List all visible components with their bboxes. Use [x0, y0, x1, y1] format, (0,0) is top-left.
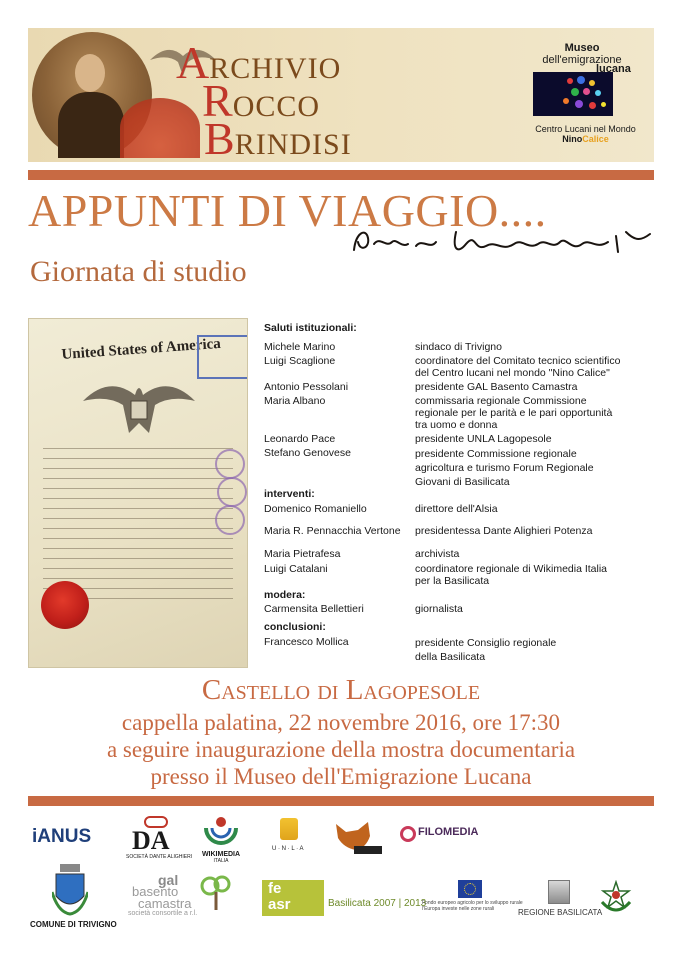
venue-line-2: a seguire inaugurazione della mostra documentaria — [106, 737, 576, 762]
archive-line-2: ROCCO — [202, 75, 321, 126]
speaker-name: Luigi Scaglione — [264, 355, 336, 367]
speaker-role: presidentessa Dante Alighieri Potenza — [415, 525, 593, 537]
speaker-name: Luigi Catalani — [264, 563, 328, 575]
regione-basilicata-label: REGIONE BASILICATA — [518, 908, 603, 917]
museo-logo-icon — [533, 72, 613, 116]
regione-basilicata-icon — [548, 880, 570, 904]
section-modera-label: modera: — [264, 589, 306, 601]
ianus-logo: iANUS — [32, 826, 92, 847]
speaker-role: archivista — [415, 548, 460, 560]
document-stamp — [197, 335, 248, 379]
comune-trivigno-logo: COMUNE DI TRIVIGNO — [30, 862, 120, 932]
page-title: APPUNTI DI VIAGGIO.... — [28, 185, 547, 236]
speaker-role: presidente Commissione regionale agricoltura e turismo Forum Regionale Giovani di Basilicata — [415, 448, 594, 488]
fox-logo — [330, 816, 384, 858]
museo-title: Museo dell'emigrazione — [542, 42, 622, 66]
fondo-europeo-sub: l'Europa investe nelle zone rurali — [422, 906, 495, 912]
venue-line-1: cappella palatina, 22 novembre 2016, ore 17:30 — [121, 710, 561, 735]
speaker-name: Francesco Mollica — [264, 636, 349, 648]
eagle-emblem-icon — [79, 371, 199, 441]
museo-subtitle: Centro Lucani nel Mondo NinoCalice — [535, 124, 636, 144]
speaker-name: Maria Albano — [264, 395, 326, 407]
signature-image — [346, 222, 656, 262]
unla-logo: U · N · L · A — [272, 816, 306, 858]
speaker-role: presidente GAL Basento Camastra — [415, 381, 578, 393]
speaker-role: coordinatore regionale di Wikimedia Italia per la Basilicata — [415, 563, 608, 587]
gal-basento-camastra-logo: gal basento camastra società consortile a r.l. — [128, 872, 238, 922]
section-conclusioni-label: conclusioni: — [264, 621, 326, 633]
speaker-role: giornalista — [415, 603, 463, 615]
divider-top — [28, 170, 654, 180]
speaker-role: presidente UNLA Lagopesole — [415, 433, 552, 445]
speaker-name: Leonardo Pace — [264, 433, 336, 445]
venue-line-3: presso il Museo dell'Emigrazione Lucana — [150, 764, 532, 789]
speaker-role: direttore dell'Alsia — [415, 503, 498, 515]
section-interventi-label: interventi: — [264, 488, 315, 500]
red-seal-image — [120, 98, 200, 158]
speaker-role: coordinatore del Comitato tecnico scientifico del Centro lucani nel mondo "Nino Calice" — [415, 355, 621, 379]
coat-of-arms-icon — [52, 862, 88, 916]
speaker-name: Antonio Pessolani — [264, 381, 349, 393]
speaker-name: Michele Marino — [264, 341, 336, 353]
speaker-name: Domenico Romaniello — [264, 503, 367, 515]
speaker-name: Carmensita Bellettieri — [264, 603, 364, 615]
section-saluti-label: Saluti istituzionali: — [264, 322, 357, 334]
speaker-name: Stefano Genovese — [264, 447, 351, 459]
speaker-name: Maria Pietrafesa — [264, 548, 341, 560]
speaker-role: sindaco di Trivigno — [415, 341, 502, 353]
passport-document-image — [28, 318, 248, 668]
document-heading: United States of America — [61, 335, 222, 363]
archive-line-1: ARCHIVIO — [176, 37, 342, 88]
italian-republic-emblem-icon — [600, 880, 632, 914]
museo-lucana-label: lucana — [596, 63, 631, 75]
speaker-name: Maria R. Pennacchia Vertone — [264, 525, 401, 537]
speaker-role: presidente Consiglio regionale della Basilicata — [415, 637, 557, 663]
archive-line-3: BRINDISI — [204, 113, 352, 162]
fox-icon — [330, 816, 384, 858]
speaker-role: commissaria regionale Commissione regionale per le parità e le pari opportunità tra uomo e donna — [415, 395, 613, 431]
feasr-logo: fe asr — [262, 880, 324, 916]
wikimedia-logo: WIKIMEDIA ITALIA — [198, 816, 244, 860]
eu-flag-icon — [458, 880, 482, 898]
wikimedia-icon — [198, 816, 244, 846]
fondo-europeo-label: Fondo europeo agricolo per lo sviluppo rurale — [422, 900, 523, 906]
basilicata-2007-2013-label: Basilicata 2007 | 2013 — [328, 898, 427, 909]
wax-seal-icon — [41, 581, 89, 629]
venue-title: Castello di Lagopesole — [201, 674, 481, 706]
tree-icon — [198, 874, 234, 912]
page-subtitle: Giornata di studio — [30, 255, 247, 288]
dante-alighieri-logo: DA SOCIETÀ DANTE ALIGHIERI — [126, 816, 188, 862]
filomedia-logo: FILOMEDIA — [400, 824, 474, 846]
divider-bottom — [28, 796, 654, 806]
